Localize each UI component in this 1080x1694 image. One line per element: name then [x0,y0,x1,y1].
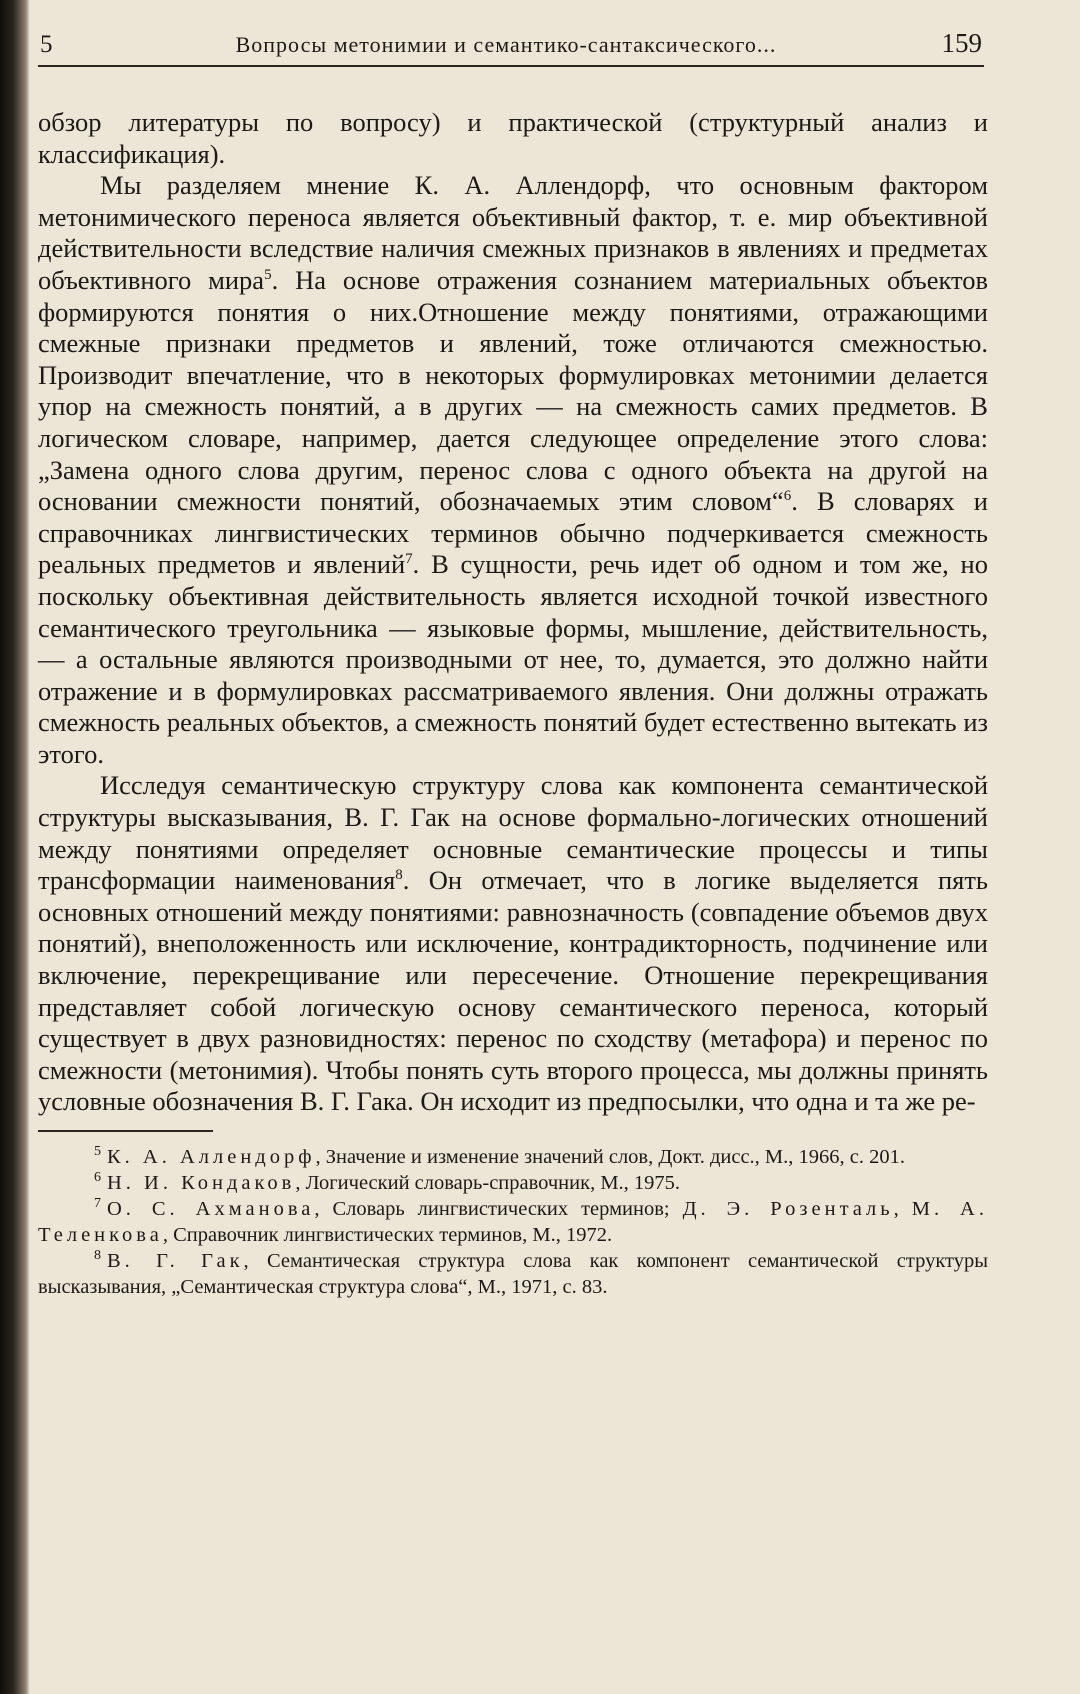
footnote-ref-6[interactable]: 6 [783,488,792,505]
footnote-author: Н. И. Кондаков [107,1172,296,1194]
footnote-text: , Словарь лингвистических терминов; [314,1198,683,1220]
running-head [38,28,984,67]
footnote-author: О. С. Ахманова [107,1198,315,1220]
book-page [38,28,988,1300]
footnote-5 [38,1144,988,1170]
footnote-divider [38,1130,213,1132]
footnote-6 [38,1170,988,1196]
footnote-ref-5[interactable]: 5 [264,267,272,284]
footnote-author-3: М. А. Теленкова [38,1198,988,1246]
footnote-7 [38,1196,988,1248]
paragraph-3 [38,770,988,1118]
page-number: 159 [941,28,982,58]
paragraph-3-text-a: Исследуя семантическую структуру слова как компонента семантической структуры высказывания, В. Г. Гак на основе формально-логических отношений между понятиями определяет основные семантические процессы и типы трансформации наименования [38,770,988,896]
footnote-number: 7 [94,1196,101,1212]
footnote-text: , Семантическая структура слова как компонент семантической структуры высказывания, „Семантическая структура слова“, М., 1971, с. 83. [38,1250,988,1298]
body-text [38,107,988,1118]
footnote-8 [38,1248,988,1300]
footnote-number: 8 [94,1248,101,1264]
footnote-ref-8[interactable]: 8 [395,867,403,884]
footnote-text: , Логический словарь-справочник, М., 1975. [295,1172,681,1194]
footnote-number: 5 [94,1144,101,1160]
paragraph-2-text-b: . На основе отражения сознанием материальных объектов формируются понятия о них.Отношение между понятиями, отражающими смежные признаки предметов и явлений, тоже отличаются смежностью. Производит впечатление, что в некоторых формулировках метонимии делается упор на смежность понятий, а в других — на смежность самих предметов. В логическом словаре, например, дается следующее определение этого слова: „Замена одного слова другим, перенос слова с одного объекта на другой на основании смежности понятий, обозначаемых этим словом“ [38,264,988,517]
book-spine-shadow [0,0,30,1694]
paragraph-1 [38,107,988,170]
footnote-author: К. А. Аллендорф [107,1146,316,1168]
footnote-ref-7[interactable]: 7 [405,551,413,568]
footnote-author: В. Г. Гак [107,1250,244,1272]
chapter-number: 5 [40,31,53,58]
footnote-number: 6 [94,1170,101,1186]
footnote-text: , Значение и изменение значений слов, Докт. дисс., М., 1966, с. 201. [315,1146,905,1168]
paragraph-1-text: обзор литературы по вопросу) и практической (структурный анализ и классификация). [38,107,988,169]
footnote-text-2: , [893,1198,912,1220]
paragraph-2-text-a: Мы разделяем мнение К. А. Аллендорф, что основным фактором метонимического переноса является объективный фактор, т. е. мир объективной действительности вследствие наличия смежных признаков в явлениях и предметах объективного мира [38,170,988,295]
paragraph-2 [38,170,988,770]
footnote-author-2: Д. Э. Розенталь [682,1198,894,1220]
paragraph-2-text-c: . В словарях и справочниках лингвистических терминов обычно подчеркивается смежность реальных предметов и явлений [38,486,988,580]
footnotes [38,1144,988,1300]
paragraph-2-text-d: . В сущности, речь идет об одном и том же, но поскольку объективная действительность является исходной точкой известного семантического треугольника — языковые формы, мышление, действительность, — а остальные являются производными от нее, то, думается, это должно найти отражение и в формулировках рассматриваемого явления. Они должны отражать смежность реальных объектов, а смежность понятий будет естественно вытекать из этого. [38,549,988,769]
footnote-text-3: , Справочник лингвистических терминов, М., 1972. [162,1224,613,1246]
running-head-title: Вопросы метонимии и семантико-сантаксического... [235,32,777,57]
paragraph-3-text-b: . Он отмечает, что в логике выделяется пять основных отношений между понятиями: равнозначность (совпадение объемов двух понятий), внеположенность или исключение, контрадикторность, подчинение или включение, перекрещивание или пересечение. Отношение перекрещивания представляет собой логическую основу семантического переноса, который существует в двух разновидностях: перенос по сходству (метафора) и перенос по смежности (метонимия). Чтобы понять суть второго процесса, мы должны принять условные обозначения В. Г. Гака. Он исходит из предпосылки, что одна и та же ре- [38,865,988,1117]
